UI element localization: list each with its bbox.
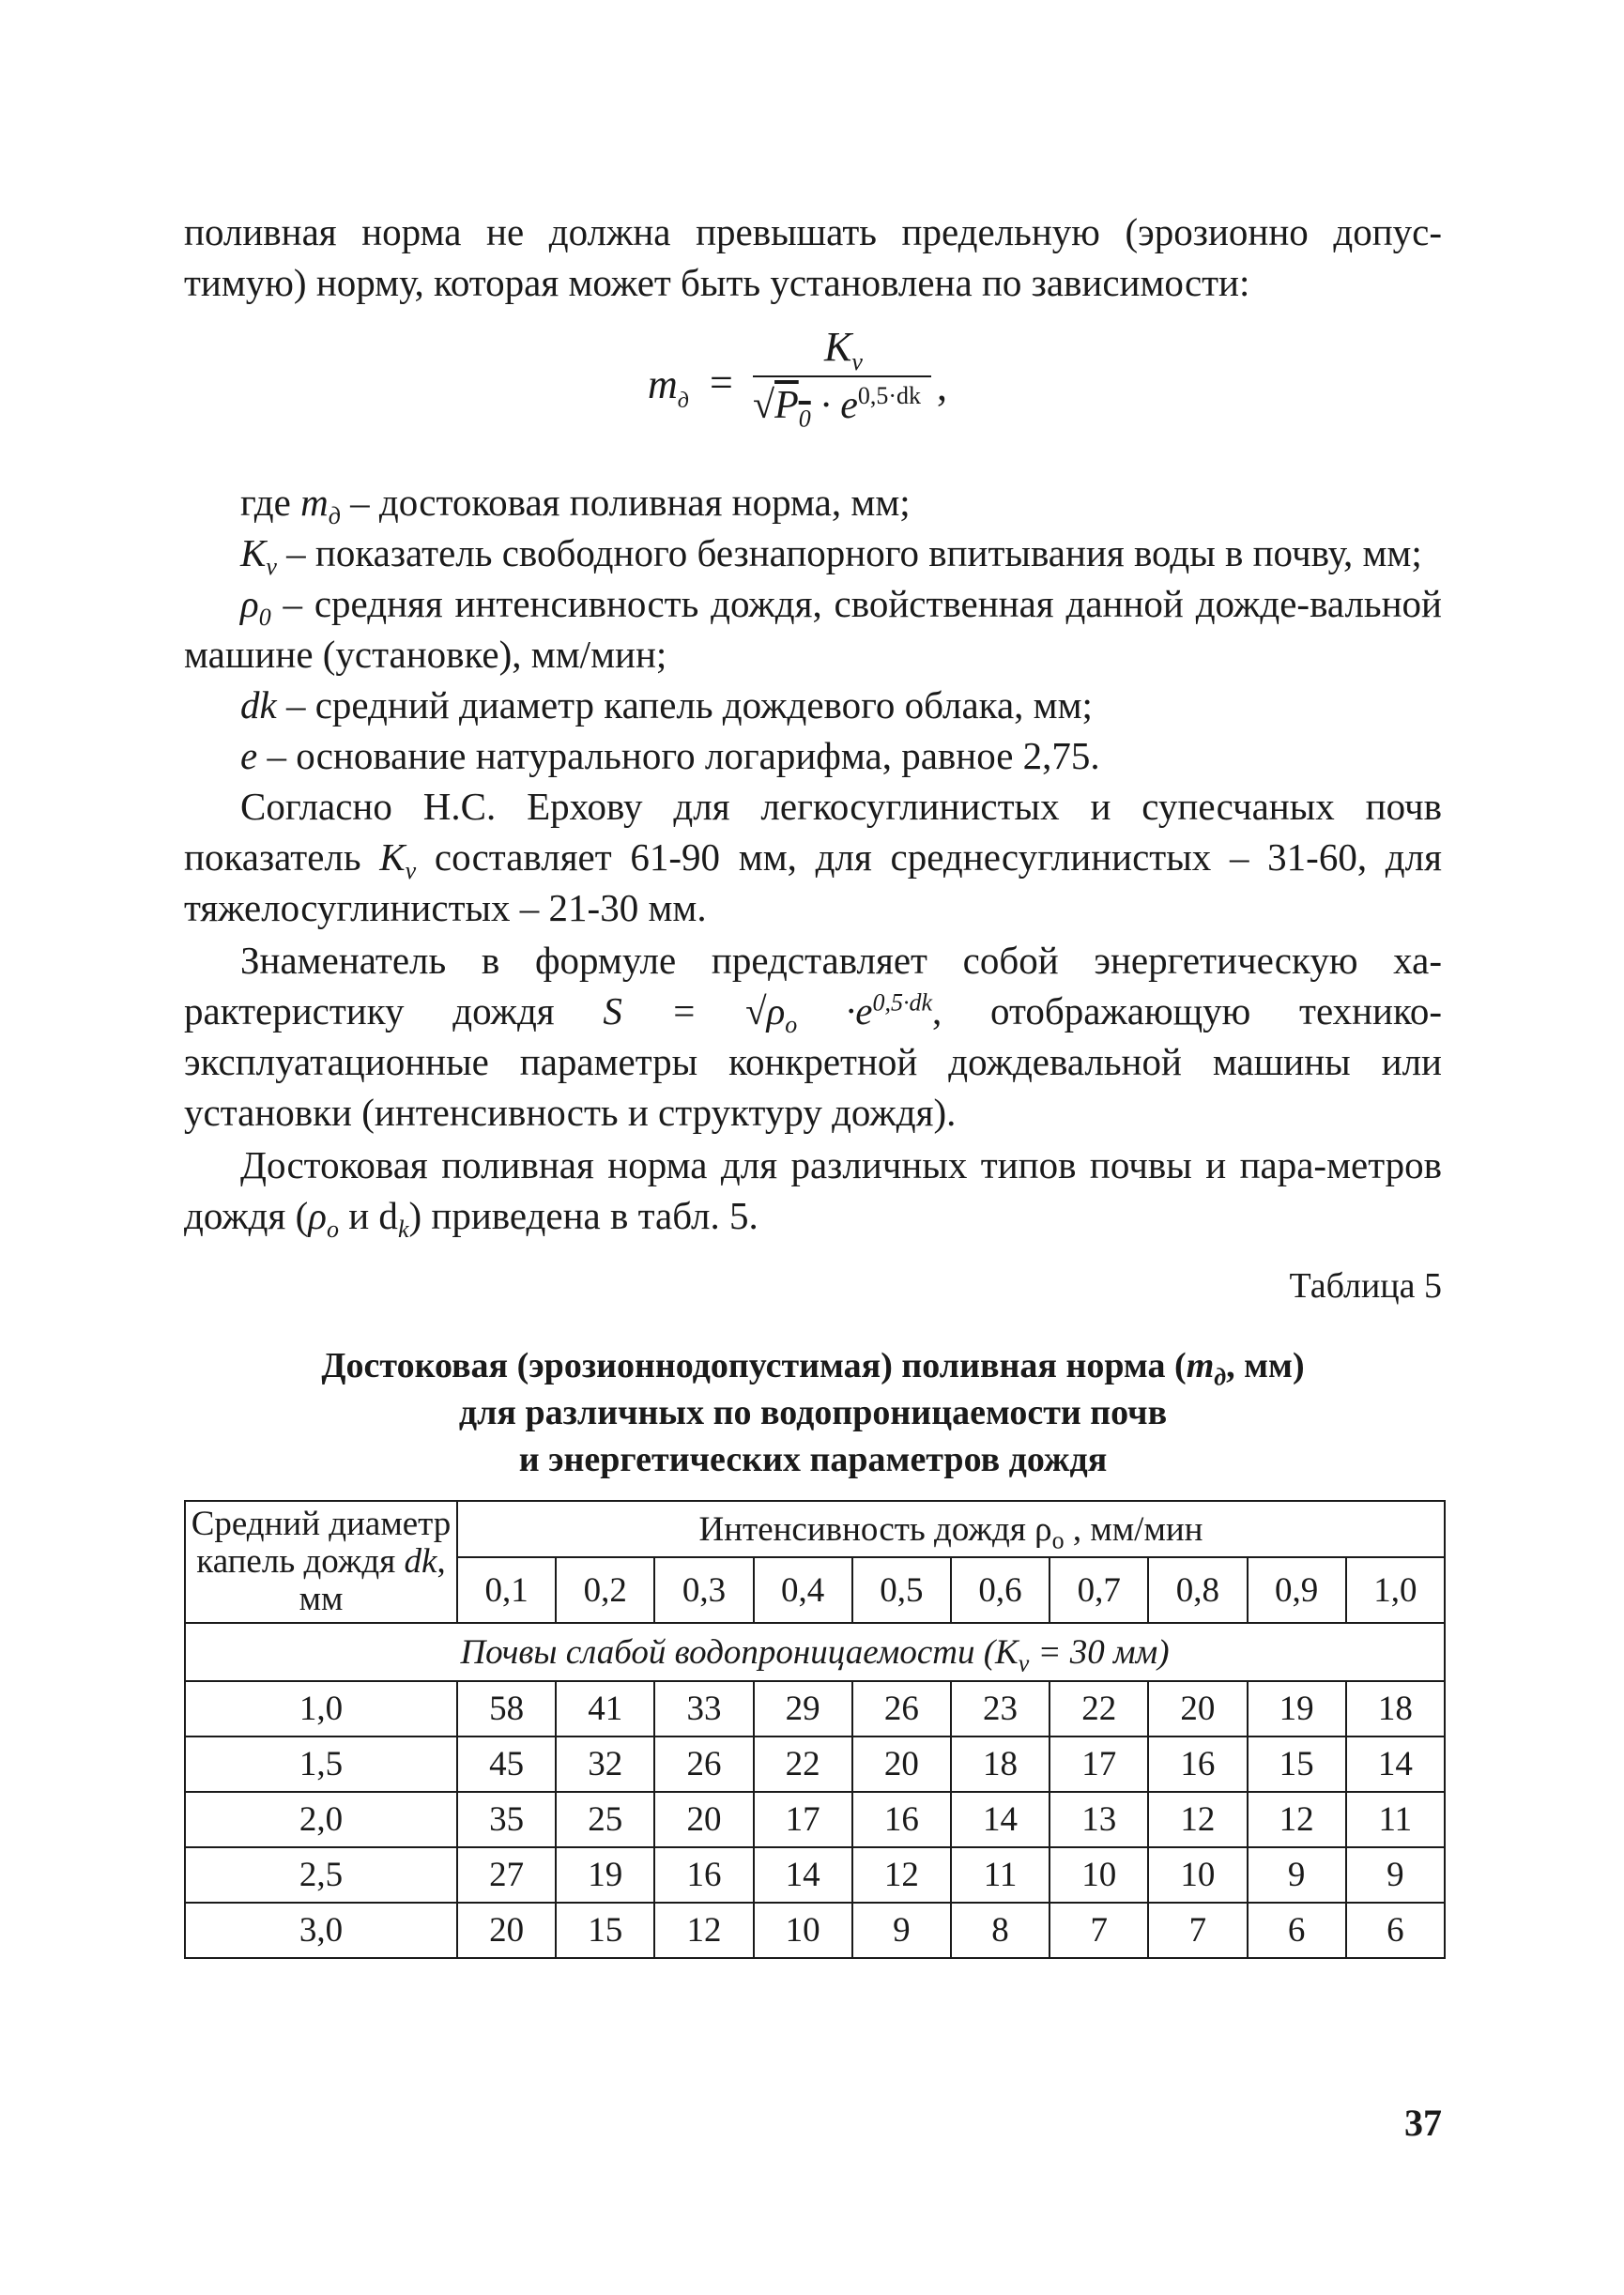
page-number: 37 [1404,2102,1442,2144]
table-cell: 10 [1148,1847,1247,1903]
table-cell: 12 [1248,1792,1346,1847]
row-dk-cell: 1,0 [185,1681,457,1737]
table-cell: 20 [654,1792,753,1847]
section-label: Почвы слабой водопроницаемости ($K_v = 30$ мм) [185,1623,1445,1681]
table-title-line-1: Достоковая (эрозионнодопустимая) поливная норма ($m_д$, мм) [321,1346,1305,1391]
formula-numerator: $K_v$ [824,324,863,375]
table-header-row-1 [185,1501,1445,1557]
table-cell: 25 [556,1792,654,1847]
definition-rho: $\rho_0$ – средняя интенсивность дождя, свойственная данной дожде-вальной машине (установке), мм/мин; [184,582,1442,676]
table-cell: 20 [852,1737,951,1792]
table-cell: 16 [852,1792,951,1847]
col-header: 0,3 [654,1557,753,1623]
table-cell: 12 [654,1903,753,1958]
definition-md: где $m_д$ – достоковая поливная норма, мм; [240,481,911,530]
table-cell: 6 [1248,1903,1346,1958]
paragraph-denominator: Знаменатель в формуле представляет собой энергетическую ха-рактеристику дождя $S = √\rho_o \cdot e^{0,5\cdot dk}$, отображающую технико-эксплуатационные параметры конкретной дождевальной машины или установки (интенсивность и структуру дождя). [184,939,1442,1134]
col-header: 0,8 [1148,1557,1247,1623]
table-cell: 10 [1049,1847,1148,1903]
col-header: 0,4 [754,1557,852,1623]
formula-lhs: $m_д$ [648,361,689,413]
formula-comma: , [937,363,947,409]
table-body [185,1681,1445,1958]
table-cell: 14 [754,1847,852,1903]
row-dk-cell: 1,5 [185,1737,457,1792]
col-header: 1,0 [1346,1557,1445,1623]
formula-denominator: $√P_0 \cdot e^{0,5\cdot dk}$ [753,382,922,433]
table-cell: 15 [556,1903,654,1958]
table-cell: 26 [654,1737,753,1792]
table-cell: 17 [754,1792,852,1847]
paragraph-erkhov: Согласно Н.С. Ерхову для легкосуглинистых и супесчаных почв показатель $K_v$ составляет 61-90 мм, для среднесуглинистых – 31-60, для тяжелосуглинистых – 21-30 мм. [184,785,1442,929]
row-dk-cell: 3,0 [185,1903,457,1958]
intro-line-1: поливная норма не должна превышать предельную (эрозионно допус- [184,210,1442,253]
table-cell: 11 [951,1847,1049,1903]
table-cell: 23 [951,1681,1049,1737]
table-cell: 16 [1148,1737,1247,1792]
col-group-header: Интенсивность дождя $\rho_o$ , мм/мин [457,1501,1445,1557]
table-row [185,1681,1445,1737]
table-cell: 27 [457,1847,556,1903]
table-cell: 13 [1049,1792,1148,1847]
table-cell: 11 [1346,1792,1445,1847]
table-cell: 8 [951,1903,1049,1958]
formula-md [648,324,1023,449]
table-cell: 22 [754,1737,852,1792]
table-cell: 58 [457,1681,556,1737]
table-cell: 9 [852,1903,951,1958]
table-cell: 20 [1148,1681,1247,1737]
table-section-row [185,1623,1445,1681]
table-cell: 14 [951,1792,1049,1847]
table-cell: 45 [457,1737,556,1792]
table-number: Таблица 5 [1289,1266,1442,1306]
table-row [185,1792,1445,1847]
row-dk-cell: 2,5 [185,1847,457,1903]
table-cell: 12 [852,1847,951,1903]
table-title-line-3: и энергетических параметров дождя [518,1440,1108,1479]
formula-equals: = [710,360,733,405]
definition-dk: dk – средний диаметр капель дождевого облака, мм; [240,683,1093,727]
table-cell: 26 [852,1681,951,1737]
col-header: 0,6 [951,1557,1049,1623]
table-cell: 12 [1148,1792,1247,1847]
fraction-bar [753,375,931,377]
table-cell: 20 [457,1903,556,1958]
table-title [184,1342,1442,1483]
table-cell: 9 [1346,1847,1445,1903]
definitions [184,477,1442,1244]
table-cell: 32 [556,1737,654,1792]
table-cell: 17 [1049,1737,1148,1792]
col-header: 0,1 [457,1557,556,1623]
table-cell: 7 [1148,1903,1247,1958]
table-cell: 10 [754,1903,852,1958]
table-cell: 6 [1346,1903,1445,1958]
table-cell: 14 [1346,1737,1445,1792]
intro-paragraph [184,207,1442,308]
table-cell: 15 [1248,1737,1346,1792]
table-cell: 16 [654,1847,753,1903]
table-cell: 19 [1248,1681,1346,1737]
table-cell: 22 [1049,1681,1148,1737]
table-row [185,1737,1445,1792]
table-cell: 18 [951,1737,1049,1792]
runoff-norm-table [184,1500,1446,1959]
intro-line-2: тимую) норму, которая может быть установлена по зависимости: [184,261,1250,304]
table-row [185,1903,1445,1958]
table-row [185,1847,1445,1903]
table-cell: 41 [556,1681,654,1737]
table-cell: 35 [457,1792,556,1847]
table-cell: 9 [1248,1847,1346,1903]
table-cell: 19 [556,1847,654,1903]
sqrt-icon: √ [753,384,775,427]
table-cell: 29 [754,1681,852,1737]
definition-kv: $K_v$ – показатель свободного безнапорного впитывания воды в почву, мм; [240,531,1422,581]
table-title-line-2: для различных по водопроницаемости почв [458,1393,1168,1432]
paragraph-table-ref: Достоковая поливная норма для различных типов почвы и пара-метров дождя ($\rho_o$ и $d_k$) приведена в табл. 5. [184,1143,1442,1244]
col-header: 0,5 [852,1557,951,1623]
table-cell: 7 [1049,1903,1148,1958]
table-cell: 33 [654,1681,753,1737]
definition-e: e – основание натурального логарифма, равное 2,75. [240,734,1100,777]
row-dk-cell: 2,0 [185,1792,457,1847]
col-header: 0,7 [1049,1557,1148,1623]
table-cell: 18 [1346,1681,1445,1737]
row-header-cell: Средний диаметр капель дождя dk, мм [185,1501,457,1623]
col-header: 0,9 [1248,1557,1346,1623]
col-header: 0,2 [556,1557,654,1623]
